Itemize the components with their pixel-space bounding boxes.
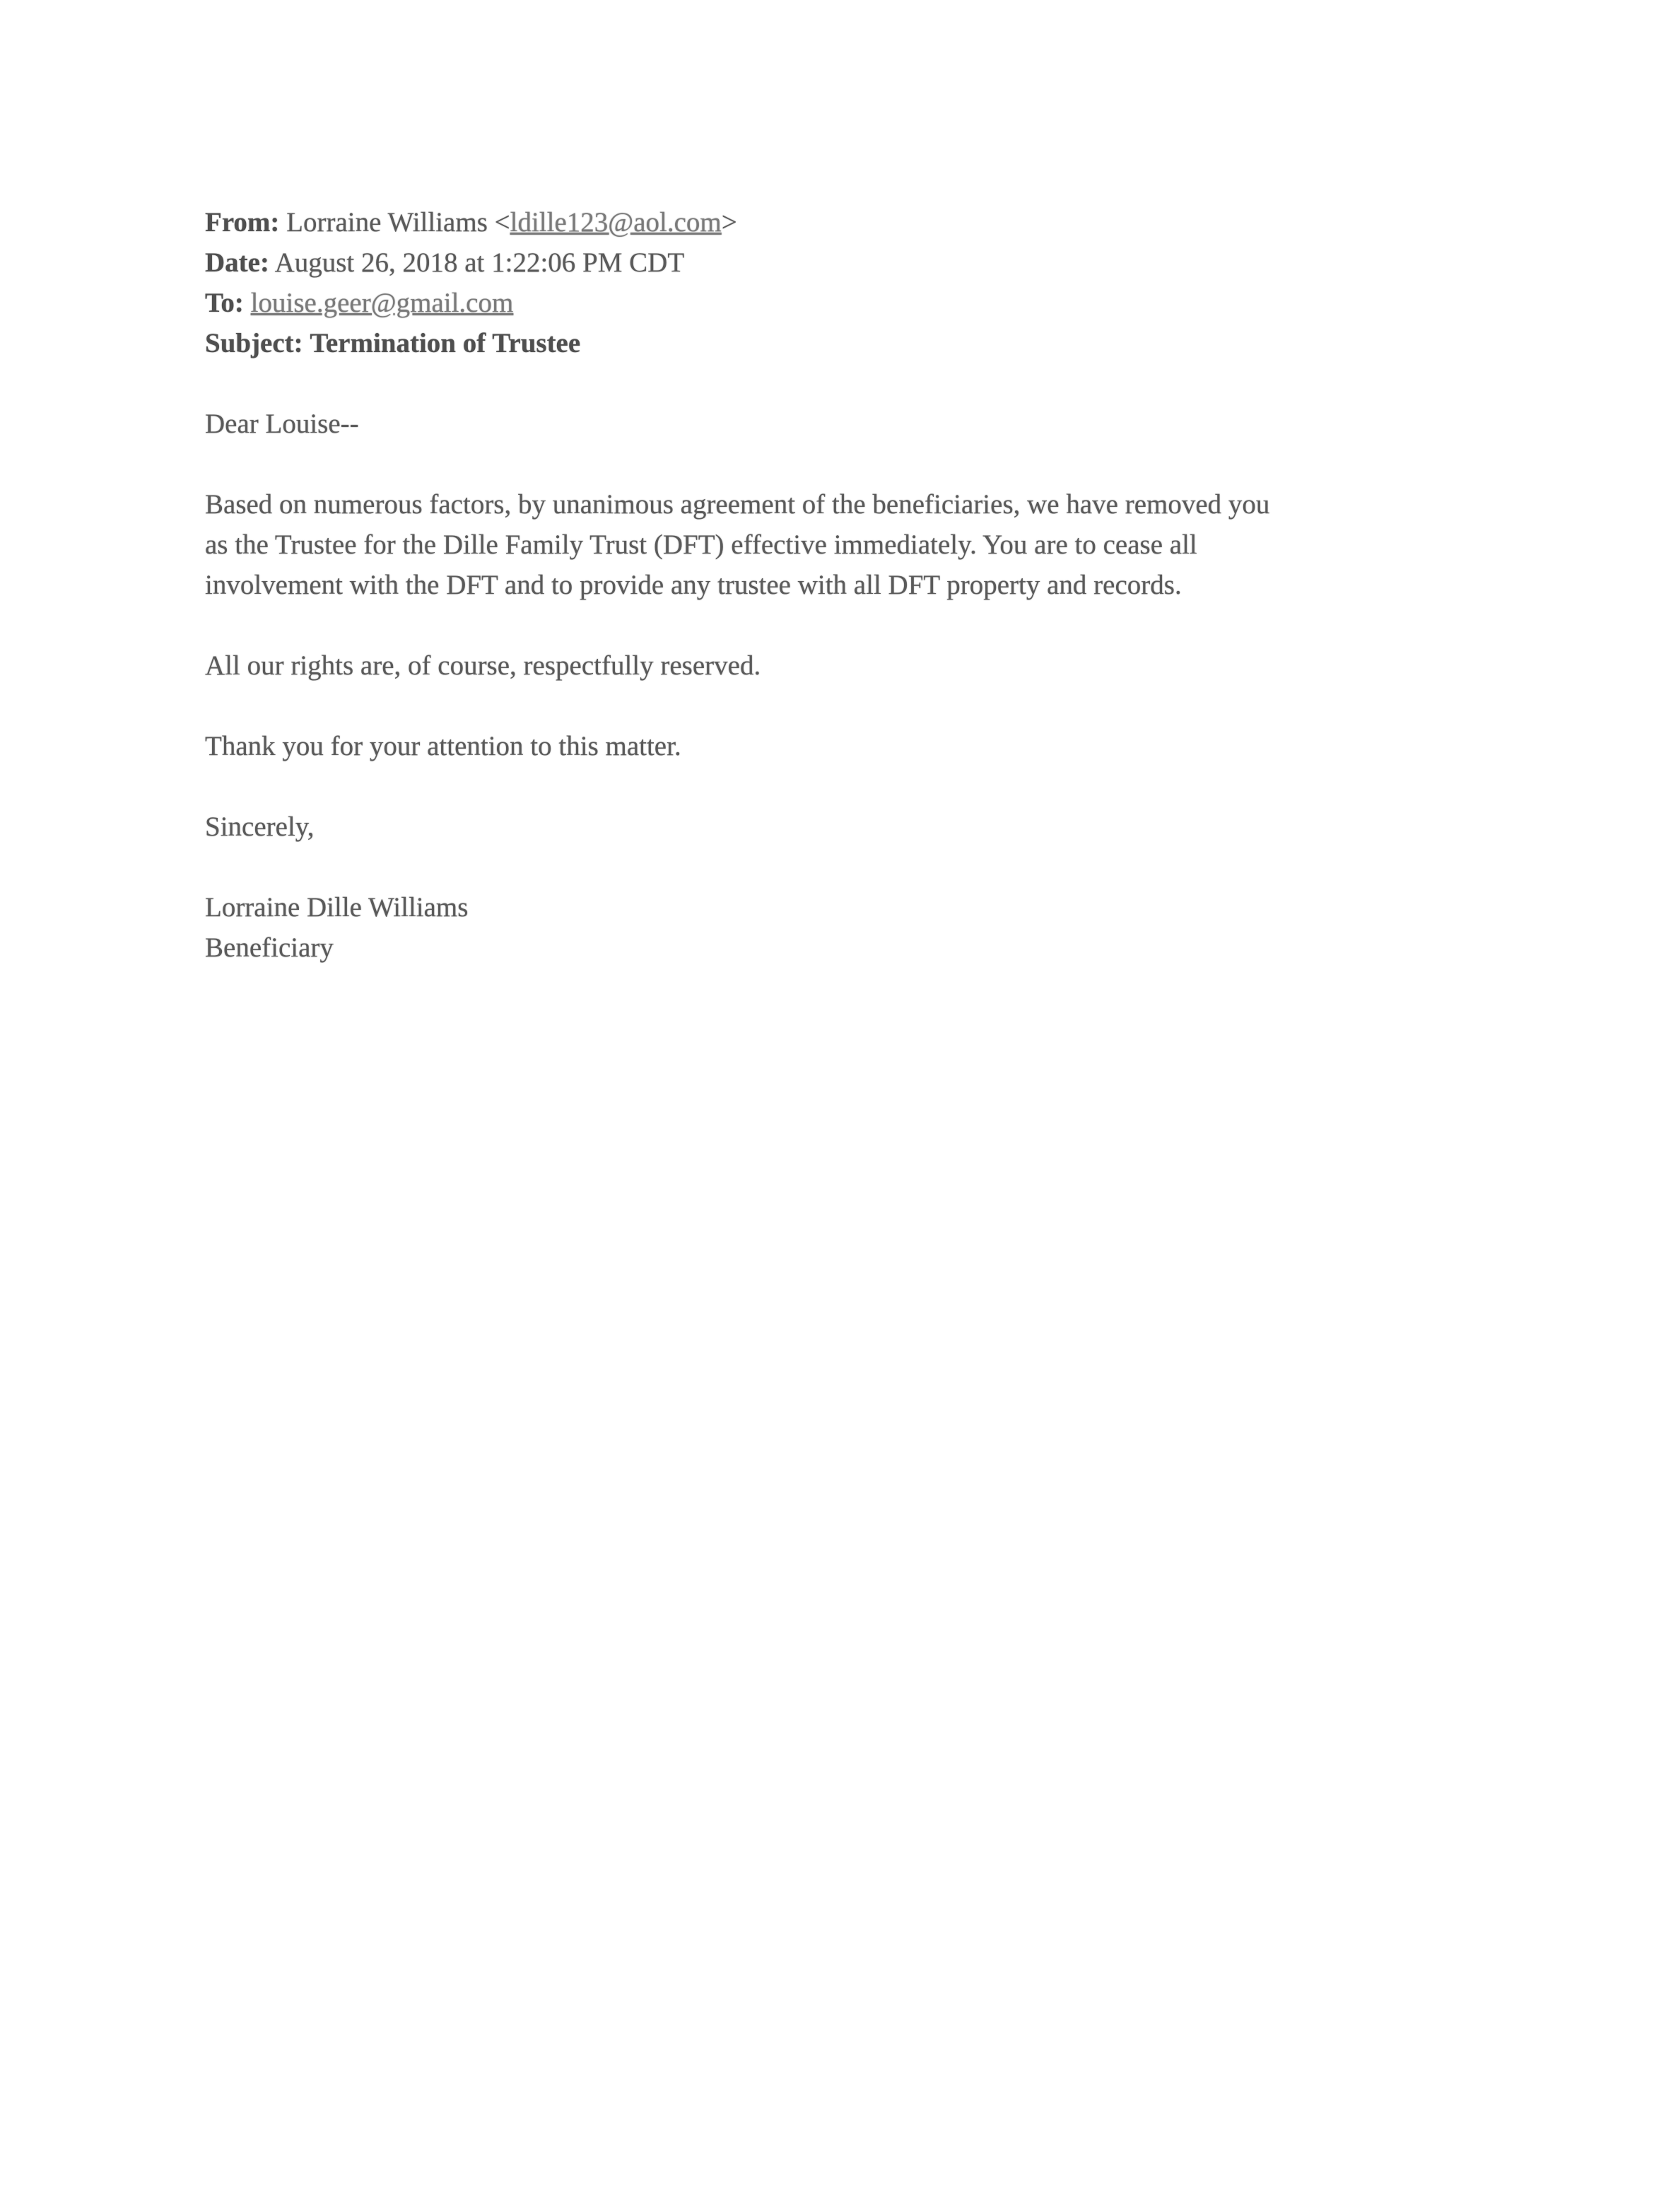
to-label: To:	[205, 288, 244, 318]
subject-label: Subject:	[205, 328, 303, 358]
from-name: Lorraine Williams	[286, 207, 488, 238]
date-line	[205, 242, 1562, 283]
date-label: Date:	[205, 247, 269, 278]
body-paragraph-1-line: as the Trustee for the Dille Family Trust (DFT) effective immediately. You are to cease all	[205, 529, 1197, 560]
from-label: From:	[205, 207, 280, 238]
to-line	[205, 283, 1562, 323]
from-email-close: >	[721, 207, 737, 238]
to-email-link[interactable]: louise.geer@gmail.com	[250, 288, 514, 318]
from-email-link[interactable]: ldille123@aol.com	[510, 207, 722, 238]
body-paragraph-2: All our rights are, of course, respectfully reserved.	[205, 650, 761, 681]
signature-title: Beneficiary	[205, 932, 334, 963]
body-paragraph-1-line: involvement with the DFT and to provide any trustee with all DFT property and records.	[205, 570, 1182, 600]
salutation: Dear Louise--	[205, 409, 359, 439]
closing: Sincerely,	[205, 812, 315, 842]
from-line	[205, 202, 1562, 242]
from-email-open: <	[494, 207, 510, 238]
date-value: August 26, 2018 at 1:22:06 PM CDT	[274, 247, 685, 278]
body-paragraph-1-line: Based on numerous factors, by unanimous agreement of the beneficiaries, we have removed you	[205, 489, 1270, 520]
subject-value: Termination of Trustee	[310, 328, 581, 358]
signature-name: Lorraine Dille Williams	[205, 892, 469, 923]
body-paragraph-3: Thank you for your attention to this matter.	[205, 731, 681, 761]
subject-line	[205, 323, 1562, 363]
body-paragraph-1	[205, 484, 1562, 605]
email-printout	[205, 202, 1562, 968]
